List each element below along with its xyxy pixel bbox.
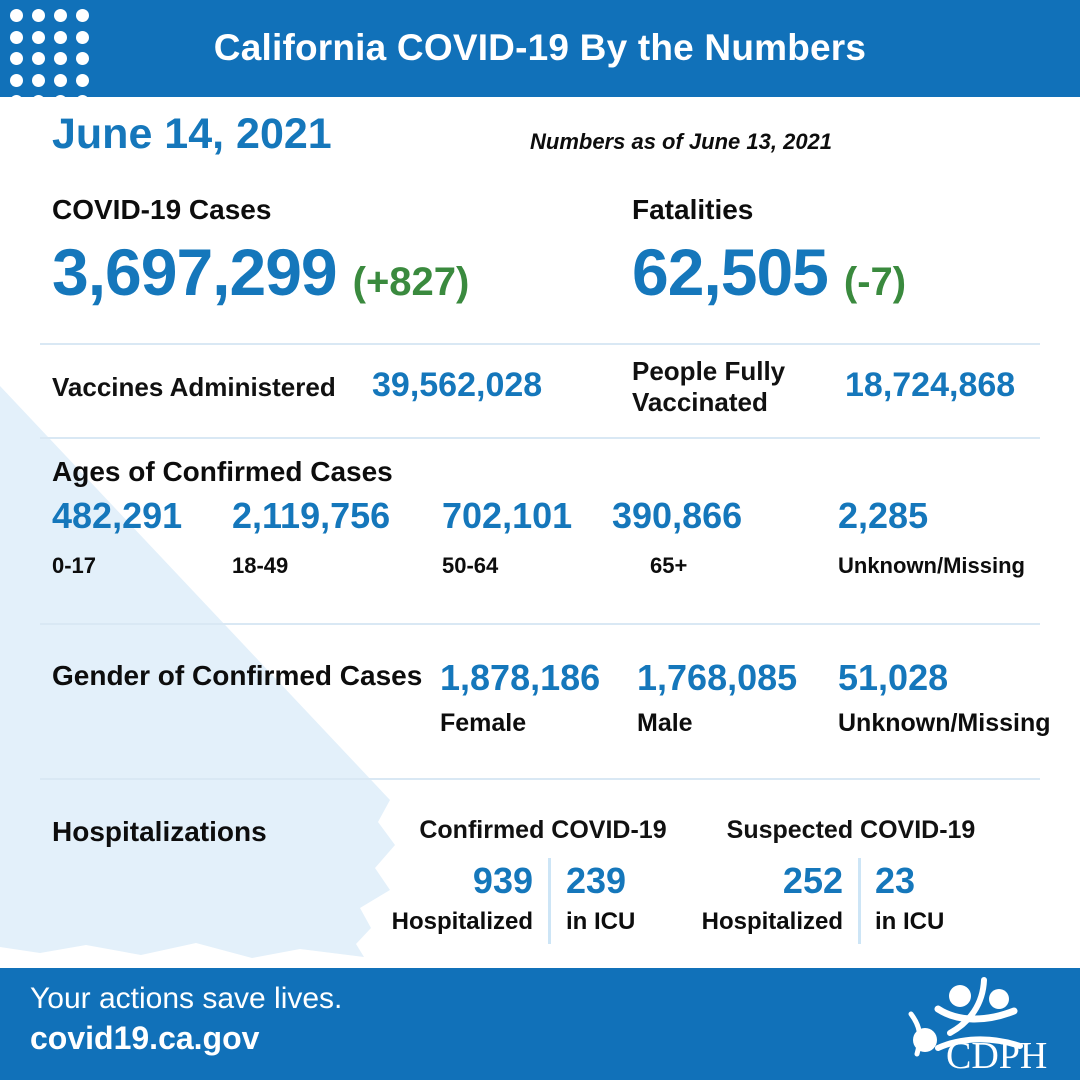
age-group-50-64 [442, 495, 572, 579]
confirmed-covid-header: Confirmed COVID-19 [419, 816, 667, 844]
cdph-logo-text: CDPH [946, 1035, 1048, 1076]
age-group-0-17 [52, 495, 182, 579]
suspected-hospitalized-value: 252 [782, 860, 843, 901]
age-value: 390,866 [612, 495, 743, 536]
confirmed-hospitalized-value: 939 [472, 860, 533, 901]
gender-label: Female [440, 709, 527, 737]
vaccines-administered-label: Vaccines Administered [52, 372, 336, 402]
confirmed-hospitalized-label: Hospitalized [391, 908, 533, 935]
cases-label: COVID-19 Cases [52, 194, 272, 225]
divider [40, 778, 1040, 780]
age-value: 2,285 [838, 495, 929, 536]
cases-delta: (+827) [352, 260, 470, 304]
gender-label: Male [637, 709, 693, 737]
age-label: 18-49 [232, 553, 289, 578]
report-date: June 14, 2021 [52, 110, 332, 158]
age-label: Unknown/Missing [838, 553, 1025, 578]
age-value: 702,101 [442, 495, 573, 536]
gender-value: 51,028 [838, 657, 949, 698]
divider [40, 437, 1040, 439]
age-group-unknown [838, 495, 1025, 579]
fatalities-block [632, 194, 906, 310]
hospitalizations-section-title: Hospitalizations [52, 816, 267, 847]
age-value: 482,291 [52, 495, 183, 536]
cdph-logo-icon [898, 976, 1058, 1076]
page-title: California COVID-19 By the Numbers [213, 27, 867, 68]
suspected-covid-header: Suspected COVID-19 [726, 816, 976, 844]
gender-male [637, 657, 797, 738]
age-label: 0-17 [52, 553, 97, 578]
gender-unknown [838, 657, 1051, 738]
age-group-18-49 [232, 495, 390, 579]
header-banner [0, 0, 1080, 97]
cases-block [52, 194, 469, 310]
footer-tagline: Your actions save lives. [30, 982, 343, 1015]
suspected-icu-value: 23 [875, 860, 916, 901]
fatalities-value: 62,505 [632, 235, 828, 309]
stat-divider [858, 858, 861, 944]
fatalities-label: Fatalities [632, 194, 754, 225]
gender-value: 1,878,186 [440, 657, 601, 698]
footer-url-link[interactable]: covid19.ca.gov [30, 1020, 260, 1056]
fatalities-delta: (-7) [843, 260, 907, 304]
age-label: 65+ [650, 553, 688, 578]
fully-vaccinated-value: 18,724,868 [845, 366, 1016, 404]
divider [40, 623, 1040, 625]
cases-value: 3,697,299 [52, 235, 337, 309]
gender-value: 1,768,085 [637, 657, 798, 698]
gender-section-title: Gender of Confirmed Cases [52, 660, 423, 691]
age-value: 2,119,756 [232, 495, 391, 536]
age-group-65-plus [612, 495, 742, 579]
stat-divider [548, 858, 551, 944]
gender-label: Unknown/Missing [838, 709, 1051, 737]
divider [40, 343, 1040, 345]
suspected-hospitalized-label: Hospitalized [701, 908, 843, 935]
vaccines-administered-value: 39,562,028 [372, 366, 543, 404]
suspected-icu-label: in ICU [875, 908, 945, 935]
confirmed-icu-value: 239 [566, 860, 627, 901]
footer-banner [0, 968, 1080, 1080]
fully-vaccinated-label: People Fully Vaccinated [632, 356, 786, 417]
age-label: 50-64 [442, 553, 499, 578]
ages-section-title: Ages of Confirmed Cases [52, 456, 393, 487]
gender-female [440, 657, 600, 738]
confirmed-icu-label: in ICU [566, 908, 636, 935]
as-of-note: Numbers as of June 13, 2021 [530, 129, 833, 154]
